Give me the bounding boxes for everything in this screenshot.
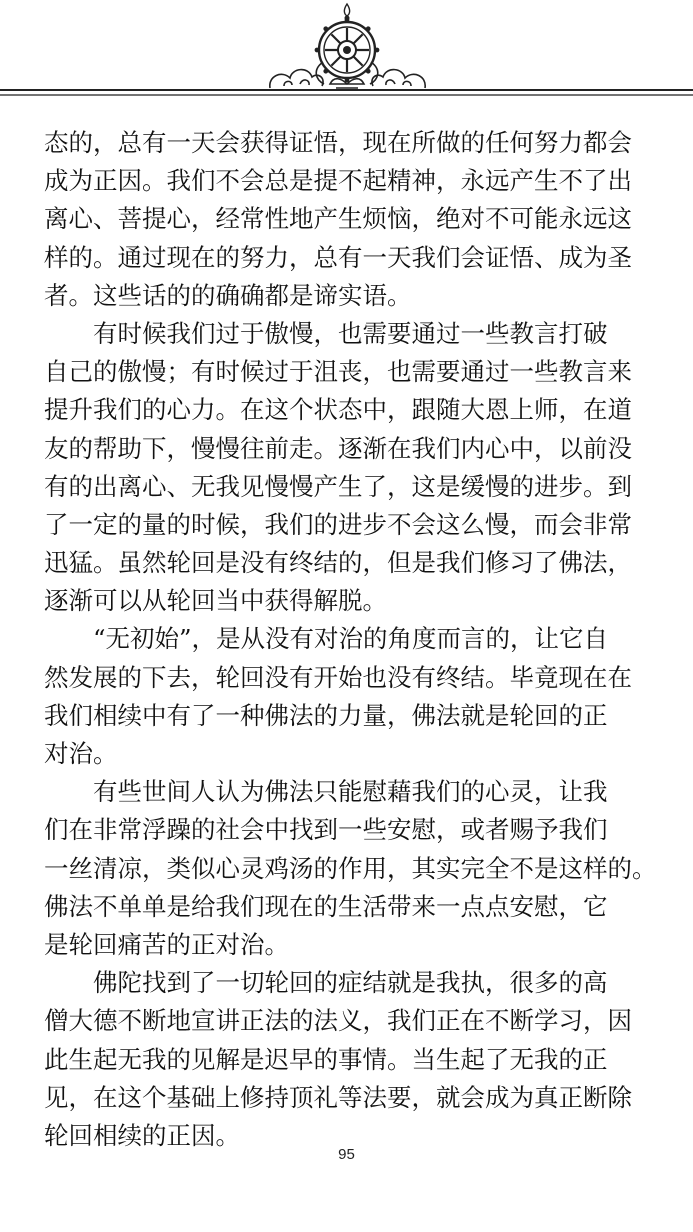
text-line: 提升我们的心力。在这个状态中，跟随大恩上师，在道 [44,395,632,425]
text-line: 友的帮助下，慢慢往前走。逐渐在我们内心中，以前没 [44,433,632,463]
text-line: 迅猛。虽然轮回是没有终结的，但是我们修习了佛法， [44,548,632,578]
text-line: 然发展的下去，轮回没有开始也没有终结。毕竟现在在 [44,662,632,692]
text-line: 样的。通过现在的努力，总有一天我们会证悟、成为圣 [44,242,632,272]
text-line: 自己的傲慢；有时候过于沮丧，也需要通过一些教言来 [44,357,632,387]
text-line: 有些世间人认为佛法只能慰藉我们的心灵，让我 [44,777,608,807]
text-line: 们在非常浮躁的社会中找到一些安慰，或者赐予我们 [44,815,608,845]
text-line: 者。这些话的的确确都是谛实语。 [44,280,412,310]
text-line: 见，在这个基础上修持顶礼等法要，就会成为真正断除 [44,1082,632,1112]
text-line: 逐渐可以从轮回当中获得解脱。 [44,586,387,616]
left-cloud-icon [270,70,323,88]
text-line: 态的，总有一天会获得证悟，现在所做的任何努力都会 [44,128,632,157]
text-line: 有的出离心、无我见慢慢产生了，这是缓慢的进步。到 [44,471,632,501]
header-ornament-graphic [0,0,693,110]
text-line: 离心、菩提心，经常性地产生烦恼，绝对不可能永远这 [44,204,632,234]
page-header-ornament [0,0,693,110]
text-line: 对治。 [44,739,118,768]
text-line: “无初始”，是从没有对治的角度而言的，让它自 [44,624,609,654]
page-number: 95 [338,1146,355,1163]
right-cloud-icon [372,70,425,88]
text-line: 是轮回痛苦的正对治。 [44,929,289,959]
text-line: 一丝清凉，类似心灵鸡汤的作用，其实完全不是这样的。 [44,853,657,883]
text-line: 了一定的量的时候，我们的进步不会这么慢，而会非常 [44,509,632,539]
page-body-text [44,124,656,1155]
text-line: 轮回相续的正因。 [44,1120,240,1150]
text-line: 有时候我们过于傲慢，也需要通过一些教言打破 [44,318,608,348]
text-line: 佛法不单单是给我们现在的生活带来一点点安慰，它 [44,891,608,921]
text-line: 我们相续中有了一种佛法的力量，佛法就是轮回的正 [44,700,608,730]
dharma-wheel-icon [315,4,380,88]
text-line: 成为正因。我们不会总是提不起精神，永远产生不了出 [44,166,632,196]
text-line: 佛陀找到了一切轮回的症结就是我执，很多的高 [44,968,608,998]
text-line: 此生起无我的见解是迟早的事情。当生起了无我的正 [44,1044,608,1074]
text-line: 僧大德不断地宣讲正法的法义，我们正在不断学习，因 [44,1006,632,1036]
